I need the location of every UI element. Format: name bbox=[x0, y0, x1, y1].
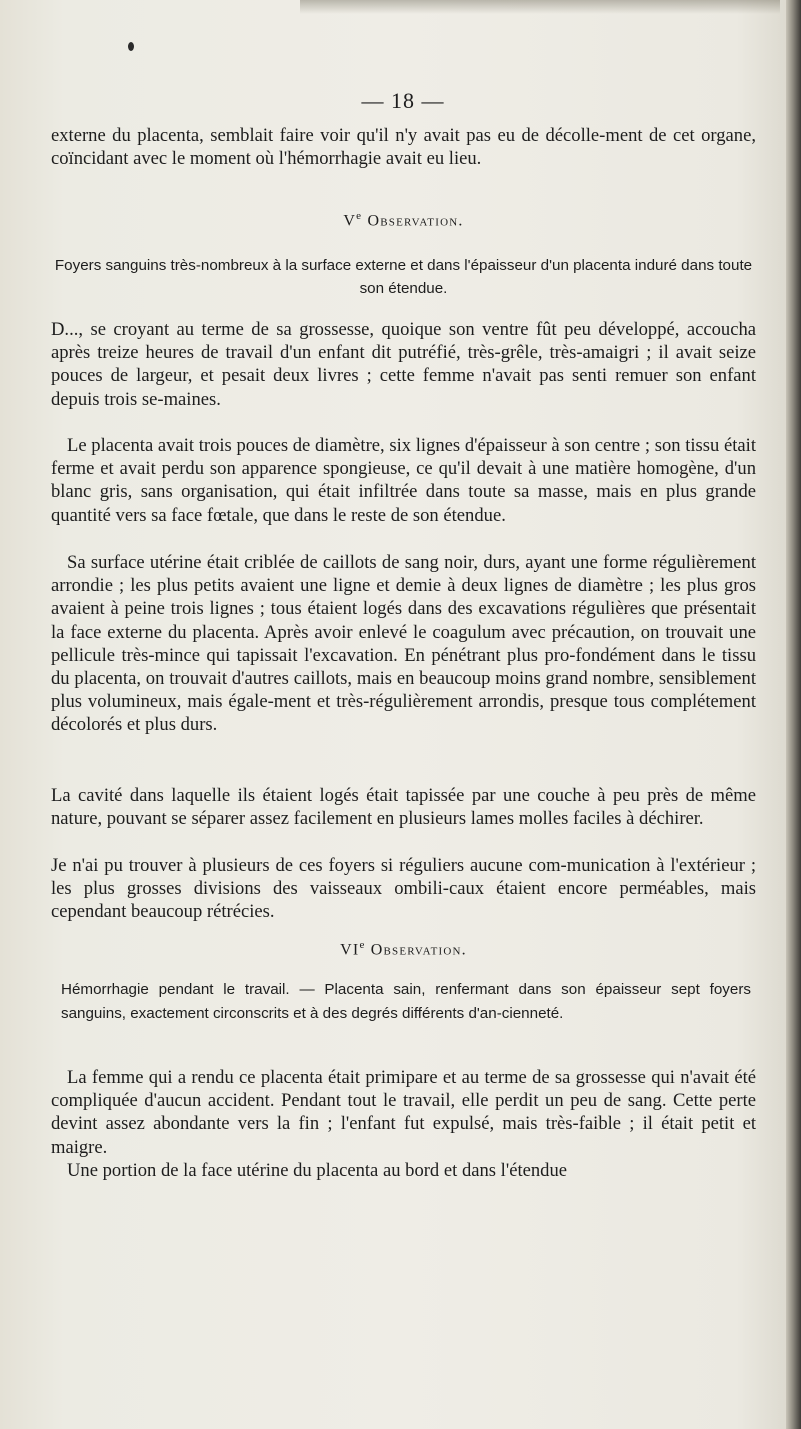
page-number: — 18 — bbox=[361, 88, 445, 113]
obs5-paragraph-5: Je n'ai pu trouver à plusieurs de ces foyers si réguliers aucune com-munication à l'extérieur ; les plus grosses divisions des vaisseaux ombili-caux étaient encore perméables, mais cependant beaucoup rétrécies. bbox=[51, 855, 756, 923]
observation-6-summary: Hémorrhagie pendant le travail. — Placenta sain, renfermant dans son épaisseur sept foyers sanguins, exactement circonscrits et à des degrés différents d'an-cienneté. bbox=[61, 981, 751, 1022]
heading-word: Observation. bbox=[370, 941, 467, 959]
observation-5-summary: Foyers sanguins très-nombreux à la surface externe et dans l'épaisseur d'un placenta induré dans toute son étendue. bbox=[54, 257, 753, 297]
heading-word: Observation. bbox=[367, 212, 464, 230]
heading-sup: e bbox=[356, 210, 363, 222]
obs5-paragraph-4: La cavité dans laquelle ils étaient logés était tapissée par une couche à peu près de même nature, pouvant se séparer assez facilement en plusieurs lames molles faciles à déchirer. bbox=[51, 785, 756, 830]
obs6-paragraph-1: La femme qui a rendu ce placenta était primipare et au terme de sa grossesse qui n'avait été compliquée d'aucun accident. Pendant tout le travail, elle perdit un peu de sang. Cette perte devint assez abondante vers la fin ; l'enfant fut expulsé, mais très-faible ; il était petit et maigre. bbox=[51, 1067, 756, 1158]
scan-shadow bbox=[300, 0, 780, 14]
observation-6-heading bbox=[51, 939, 756, 959]
observation-5-heading bbox=[51, 210, 756, 230]
heading-numeral: VI bbox=[340, 941, 360, 959]
page-edge bbox=[786, 0, 801, 1429]
obs5-paragraph-2: Le placenta avait trois pouces de diamètre, six lignes d'épaisseur à son centre ; son tissu était ferme et avait perdu son apparence spongieuse, ce qu'il devait à une matière homogène, d'un blanc gris, sans organisation, qui était infiltrée dans toute sa masse, mais en plus grande quantité vers sa face fœtale, que dans le reste de son étendue. bbox=[51, 435, 756, 526]
heading-numeral: V bbox=[343, 212, 357, 230]
obs5-paragraph-3: Sa surface utérine était criblée de caillots de sang noir, durs, ayant une forme régulièrement arrondie ; les plus petits avaient une ligne et demie à deux lignes de diamètre ; les plus gros avaient à peine trois lignes ; tous étaient logés dans des excavations régulières que présentait la face externe du placenta. Après avoir enlevé le coagulum avec précaution, on trouvait une pellicule très-mince qui tapissait l'excavation. En pénétrant plus pro-fondément dans le tissu du placenta, on trouvait d'autres caillots, mais en beaucoup moins grand nombre, sensiblement plus volumineux, mais égale-ment et très-régulièrement arrondis, presque tous complétement décolorés et plus durs. bbox=[51, 552, 756, 736]
obs5-paragraph-1: D..., se croyant au terme de sa grossesse, quoique son ventre fût peu développé, accoucha après treize heures de travail d'un enfant dit putréfié, très-grêle, très-amaigri ; il avait seize pouces de largeur, et pesait deux livres ; cette femme n'avait pas senti remuer son enfant depuis trois se-maines. bbox=[51, 319, 756, 410]
intro-paragraph: externe du placenta, semblait faire voir qu'il n'y avait pas eu de décolle-ment de cet organe, coïncidant avec le moment où l'hémorrhagie avait eu lieu. bbox=[51, 125, 756, 170]
heading-sup: e bbox=[359, 939, 366, 951]
ink-spot bbox=[128, 42, 134, 51]
obs6-paragraph-2: Une portion de la face utérine du placenta au bord et dans l'étendue bbox=[67, 1160, 568, 1181]
